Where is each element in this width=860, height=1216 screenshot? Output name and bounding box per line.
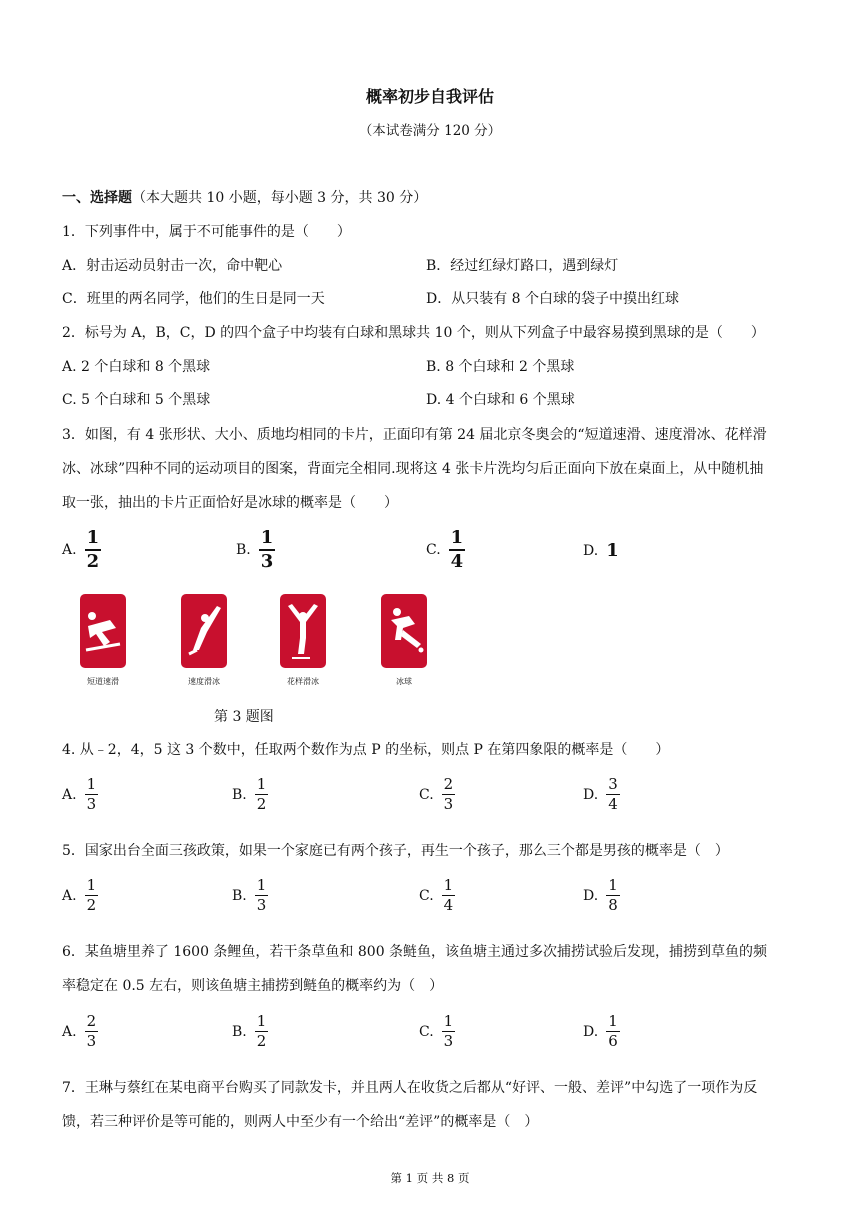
- denominator: 3: [86, 1032, 97, 1050]
- q2-option-a: A. 2 个白球和 8 个黑球: [62, 359, 211, 375]
- option-letter: D.: [583, 887, 599, 904]
- option-letter: D.: [583, 542, 599, 559]
- fraction: [85, 775, 99, 814]
- numerator: 1: [256, 876, 267, 894]
- q4-option-d: [583, 775, 620, 814]
- fraction: [85, 1012, 99, 1051]
- q6-option-c: [419, 1012, 455, 1051]
- q4-option-a: [62, 775, 98, 814]
- pictogram-label: 花样滑冰: [287, 677, 319, 686]
- denominator: 2: [256, 795, 267, 813]
- fraction: [442, 1012, 456, 1051]
- fraction: [606, 775, 620, 814]
- numerator: 1: [450, 527, 464, 548]
- denominator: 4: [450, 551, 464, 572]
- pictogram-card: [80, 594, 126, 668]
- option-letter: D.: [583, 1023, 599, 1040]
- option-letter: A.: [62, 542, 77, 558]
- q3-option-a: [62, 527, 101, 573]
- fraction: [85, 876, 99, 915]
- denominator: 2: [86, 896, 97, 914]
- q2-option-c: C. 5 个白球和 5 个黑球: [62, 392, 211, 408]
- q5-option-d: [583, 876, 620, 915]
- q5-option-b: [232, 876, 268, 915]
- numerator: 2: [86, 1012, 97, 1030]
- numerator: 3: [608, 775, 618, 793]
- speed-skater-icon: [181, 594, 227, 668]
- pictogram-speed-skating: [172, 594, 236, 686]
- pictogram-label: 冰球: [396, 677, 412, 686]
- fraction: [259, 527, 276, 573]
- fraction: [442, 775, 456, 814]
- q5-option-a: [62, 876, 98, 915]
- q2-option-d: D. 4 个白球和 6 个黑球: [426, 392, 575, 408]
- denominator: 3: [443, 1032, 454, 1050]
- numerator: 1: [608, 1012, 618, 1030]
- numerator: 1: [443, 1012, 454, 1030]
- pictogram-short-track: [71, 594, 135, 686]
- pictogram-label: 短道速滑: [87, 677, 119, 686]
- denominator: 3: [256, 896, 267, 914]
- option-letter: A.: [62, 887, 77, 904]
- figure-skater-icon: [280, 594, 326, 668]
- q1-option-b: B．经过红绿灯路口，遇到绿灯: [426, 258, 619, 274]
- fraction: [449, 527, 466, 573]
- numerator: 1: [86, 775, 97, 793]
- q3-line-1: 3．如图，有 4 张形状、大小、质地均相同的卡片，正面印有第 24 届北京冬奥会的“短道速滑、速度滑冰、花样滑: [62, 427, 767, 443]
- short-track-skater-icon: [80, 594, 126, 668]
- denominator: 3: [260, 551, 274, 572]
- denominator: 4: [608, 795, 618, 813]
- q2-option-b: B. 8 个白球和 2 个黑球: [426, 359, 575, 375]
- section-title: 一、选择题: [62, 190, 132, 206]
- fraction: [255, 876, 269, 915]
- denominator: 3: [86, 795, 97, 813]
- section-heading: [62, 187, 427, 207]
- q1-stem: 1．下列事件中，属于不可能事件的是（ ）: [62, 224, 351, 240]
- fraction: [606, 876, 620, 915]
- pictogram-label: 速度滑冰: [188, 677, 220, 686]
- pictogram-figure-skating: [271, 594, 335, 686]
- option-letter: C.: [419, 887, 434, 904]
- numerator: 1: [86, 876, 97, 894]
- pictogram-card: [280, 594, 326, 668]
- q3-line-3: 取一张，抽出的卡片正面恰好是冰球的概率是（ ）: [62, 495, 398, 511]
- q1-option-c: C．班里的两名同学，他们的生日是同一天: [62, 291, 325, 307]
- option-letter: B.: [232, 887, 247, 904]
- numerator: 1: [86, 527, 100, 548]
- q4-option-c: [419, 775, 455, 814]
- option-letter: D.: [583, 786, 599, 803]
- option-letter: C.: [426, 542, 441, 558]
- q6-line-2: 率稳定在 0.5 左右，则该鱼塘主捕捞到鲢鱼的概率约为（ ）: [62, 978, 444, 994]
- q6-line-1: 6．某鱼塘里养了 1600 条鲤鱼，若干条草鱼和 800 条鲢鱼，该鱼塘主通过多次捕捞试验后发现，捕捞到草鱼的频: [62, 944, 768, 960]
- section-note: （本大题共 10 小题，每小题 3 分，共 30 分）: [132, 190, 428, 206]
- denominator: 3: [443, 795, 454, 813]
- denominator: 4: [443, 896, 454, 914]
- q7-line-2: 馈，若三种评价是等可能的，则两人中至少有一个给出“差评”的概率是（ ）: [62, 1114, 539, 1130]
- numerator: 1: [256, 775, 267, 793]
- option-letter: A.: [62, 1023, 77, 1040]
- fraction: [606, 1012, 620, 1051]
- denominator: 6: [608, 1032, 618, 1050]
- q2-stem: 2．标号为 A，B，C，D 的四个盒子中均装有白球和黑球共 10 个，则从下列盒子中最容易摸到黑球的是（ ）: [62, 325, 765, 341]
- denominator: 2: [86, 551, 100, 572]
- denominator: 2: [256, 1032, 267, 1050]
- q4-option-b: [232, 775, 268, 814]
- numerator: 1: [260, 527, 274, 548]
- q4-stem: 4. 从﹣2，4，5 这 3 个数中，任取两个数作为点 P 的坐标，则点 P 在第四象限的概率是（ ）: [62, 742, 670, 758]
- q7-line-1: 7．王琳与蔡红在某电商平台购买了同款发卡，并且两人在收货之后都从“好评、一般、差评”中勾选了一项作为反: [62, 1080, 758, 1096]
- pictogram-card: [381, 594, 427, 668]
- fraction: [442, 876, 456, 915]
- option-letter: B.: [232, 1023, 247, 1040]
- numerator: 2: [443, 775, 454, 793]
- q6-option-a: [62, 1012, 98, 1051]
- q1-option-d: D．从只装有 8 个白球的袋子中摸出红球: [426, 291, 680, 307]
- page-footer: 第 1 页 共 8 页: [390, 1171, 470, 1185]
- option-letter: A.: [62, 786, 77, 803]
- q3-option-b: [236, 527, 275, 573]
- option-letter: C.: [419, 1023, 434, 1040]
- pictogram-ice-hockey: [372, 594, 436, 686]
- numerator: 1: [256, 1012, 267, 1030]
- q5-stem: 5．国家出台全面三孩政策，如果一个家庭已有两个孩子，再生一个孩子，那么三个都是男孩的概率是（ ）: [62, 843, 729, 859]
- q3-line-2: 冰、冰球”四种不同的运动项目的图案，背面完全相同.现将这 4 张卡片洗均匀后正面向下放在桌面上，从中随机抽: [62, 461, 764, 477]
- fraction: [255, 775, 269, 814]
- figure-caption: 第 3 题图: [214, 709, 274, 725]
- pictogram-card: [181, 594, 227, 668]
- q3-option-c: [426, 527, 465, 573]
- q6-option-d: [583, 1012, 620, 1051]
- ice-hockey-player-icon: [381, 594, 427, 668]
- option-value: 1: [606, 540, 619, 561]
- numerator: 1: [608, 876, 618, 894]
- fraction: [255, 1012, 269, 1051]
- q1-option-a: A．射击运动员射击一次，命中靶心: [62, 258, 283, 274]
- numerator: 1: [443, 876, 454, 894]
- option-letter: B.: [232, 786, 247, 803]
- option-letter: B.: [236, 542, 251, 558]
- fraction: [85, 527, 102, 573]
- denominator: 8: [608, 896, 618, 914]
- q6-option-b: [232, 1012, 268, 1051]
- page-subtitle: （本试卷满分 120 分）: [358, 123, 502, 139]
- option-letter: C.: [419, 786, 434, 803]
- q5-option-c: [419, 876, 455, 915]
- q3-option-d: [583, 540, 619, 561]
- page-title: 概率初步自我评估: [365, 87, 494, 106]
